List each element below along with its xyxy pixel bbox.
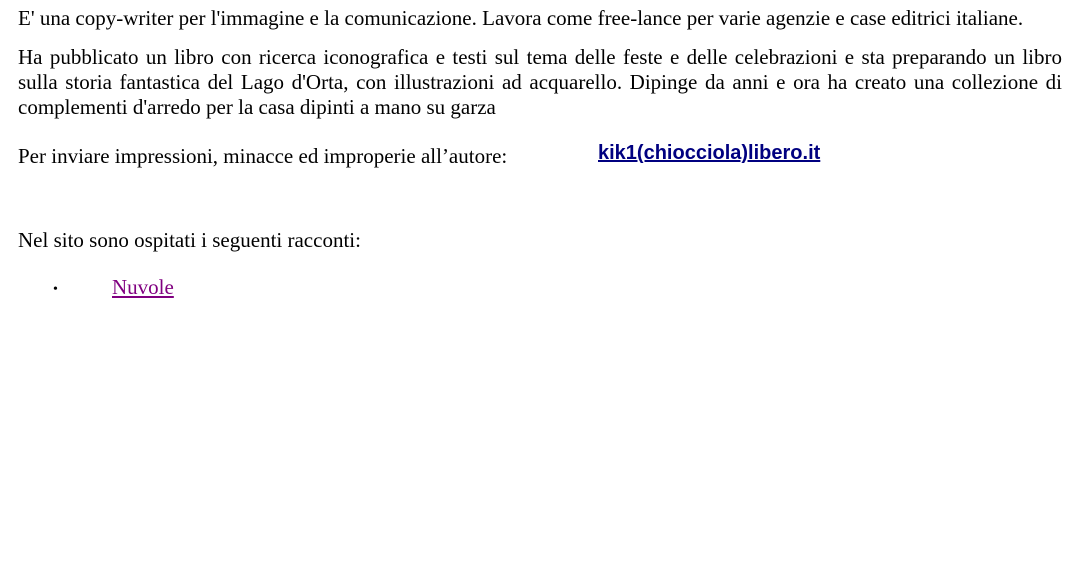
- bio-paragraph-1: E' una copy-writer per l'immagine e la comunicazione. Lavora come free-lance per varie agenzie e case editrici italiane.: [18, 6, 1024, 30]
- story-link-nuvole[interactable]: Nuvole: [112, 275, 174, 299]
- contact-line: [18, 144, 1062, 174]
- stories-intro: Nel sito sono ospitati i seguenti racconti:: [18, 228, 361, 252]
- stories-list: [18, 277, 1062, 302]
- contact-label: Per inviare impressioni, minacce ed improperie all’autore:: [18, 144, 508, 168]
- list-item: [18, 277, 1062, 302]
- bullet-icon: •: [53, 282, 58, 297]
- bio-paragraph-2: Ha pubblicato un libro con ricerca iconografica e testi sul tema delle feste e delle celebrazioni e sta preparando un libro sulla storia fantastica del Lago d'Orta, con illustrazioni ad acquarello. Dipinge da anni e ora ha creato una collezione di complementi d'arredo per la casa dipinti a mano su garza: [18, 45, 1062, 119]
- email-link[interactable]: kik1(chiocciola)libero.it: [598, 142, 821, 164]
